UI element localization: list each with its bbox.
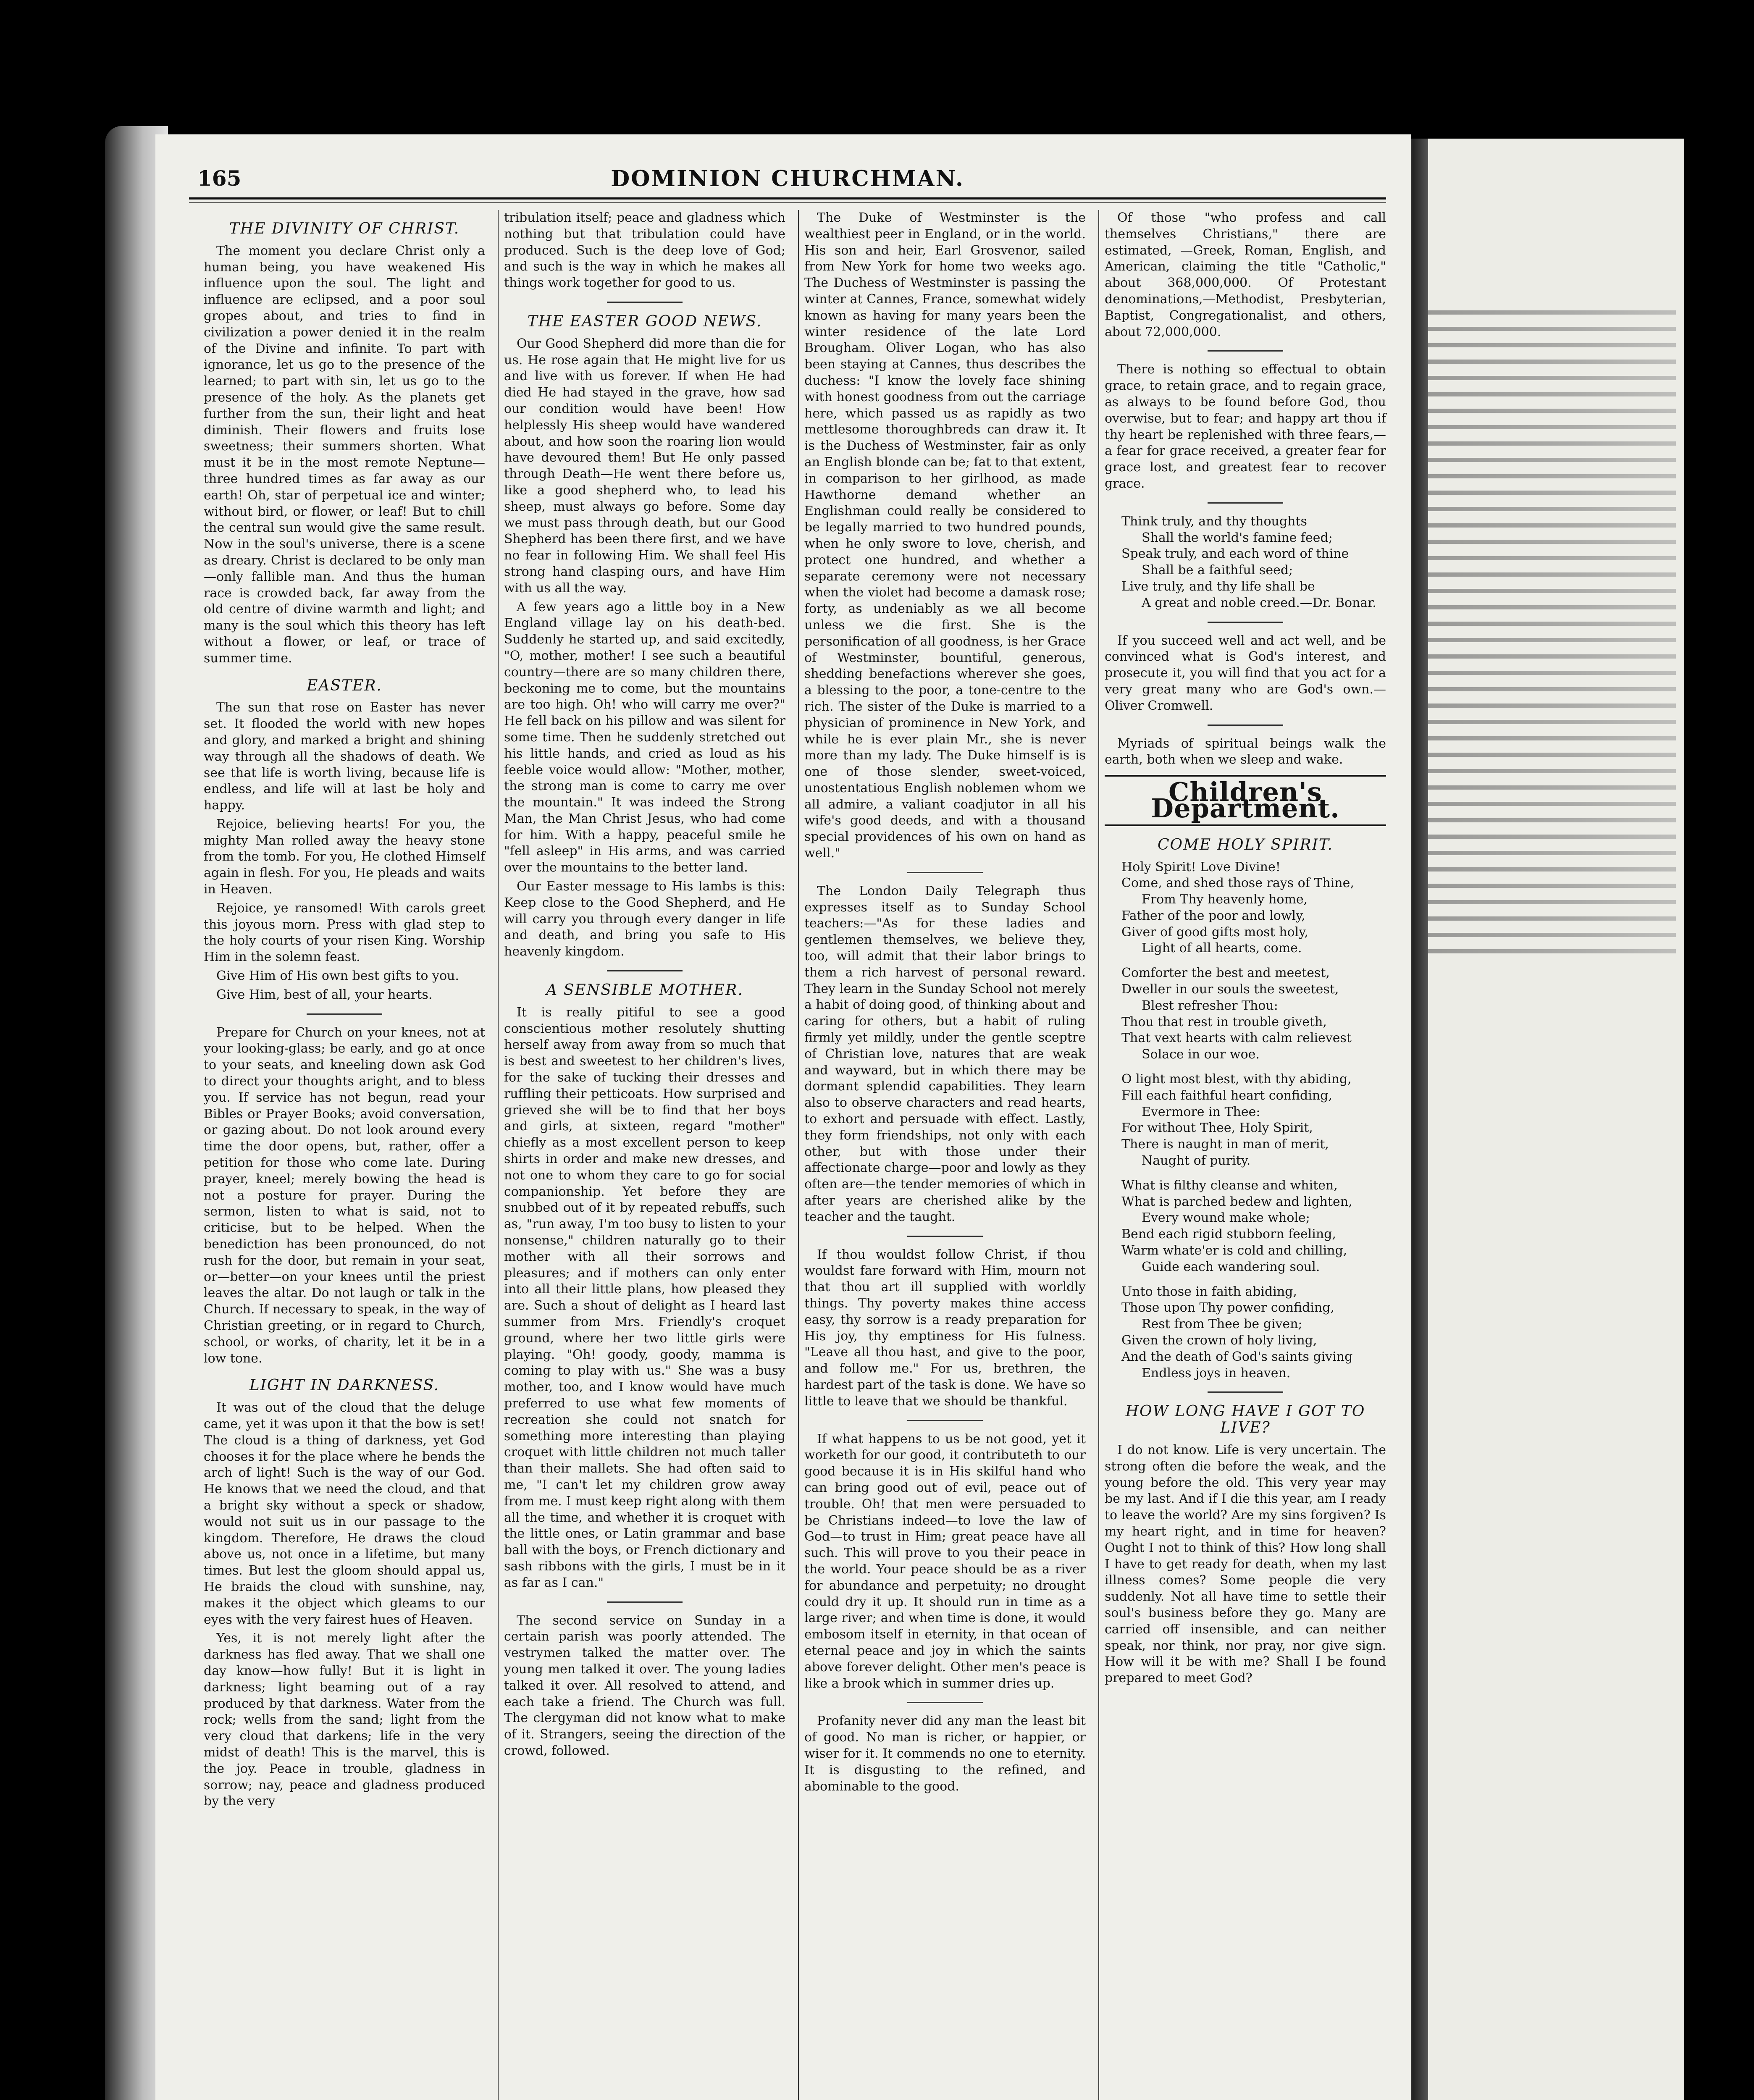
poem-line: Giver of good gifts most holy, xyxy=(1121,924,1308,940)
publication-title: DOMINION CHURCHMAN. xyxy=(611,166,964,192)
section-divider xyxy=(607,302,683,303)
poem-line: Shall the world's famine feed; xyxy=(1142,530,1333,545)
section-divider xyxy=(907,1236,983,1237)
poem-line: Blest refresher Thou: xyxy=(1142,998,1278,1013)
page-header xyxy=(189,162,1386,195)
poem-line: Those upon Thy power confiding, xyxy=(1121,1300,1334,1315)
article-title: EASTER. xyxy=(307,677,382,694)
article-text: If what happens to us be not good, yet it worketh for our good, it contributeth to our good because it is in His skilful hand who can bring good out of evil, peace out of trouble. Oh! that men were persuaded to be Christians indeed—to love the law of God—to trust in Him; great peace have all such. This will prove to you their peace in the world. Your peace should be as a river for abundance and perpetuity; no drought could dry it up. It should run in time as a large river; and when time is done, it would embosom itself in eternity, in that ocean of eternal peace and joy in which the saints above forever delight. Other men's peace is like a brook which in summer dries up. xyxy=(804,1431,1086,1691)
poem-line: Dweller in our souls the sweetest, xyxy=(1121,982,1339,997)
header-rule-thin xyxy=(189,202,1386,203)
column-4 xyxy=(1105,210,1386,1689)
poem-line: Think truly, and thy thoughts xyxy=(1121,514,1307,529)
article-text: Profanity never did any man the least bit of good. No man is richer, or happier, or wiser for it. It commends no one to eternity. It is disgusting to the refined, and abominable to the good. xyxy=(804,1714,1086,1794)
article-text: I do not know. Life is very uncertain. The strong often die before the weak, and the young before the old. This very year may be my last. And if I die this year, am I ready to leave the world? Are my sins forgiven? Is my heart right, and in time for heaven? Ought I not to think of this? How long shall I have to get ready for death, when my last illness comes? Some people die very suddenly. Not all have time to settle their soul's business before they go. Many are carried off insensible, and can neither speak, nor think, nor pray, nor give sign. How will it be with me? Shall I be found prepared to meet God? xyxy=(1105,1443,1386,1686)
article-text: The second service on Sunday in a certain parish was poorly attended. The vestrymen talked the matter over. The young men talked it over. The young ladies talked it over. All resolved to attend, and each take a friend. The Church was full. The clergyman did not know what to make of it. Strangers, seeing the direction of the crowd, followed. xyxy=(504,1613,785,1758)
section-divider xyxy=(907,1420,983,1421)
poem-line: What is parched bedew and lighten, xyxy=(1121,1194,1352,1209)
article-text: Give Him of His own best gifts to you. xyxy=(216,969,459,984)
article-text: Yes, it is not merely light after the darkness has fled away. That we shall one day know—how fully! But it is light in darkness; light beaming out of a ray produced by that darkness. Water from the rock; wells from the sand; light from the very cloud that darkens; life in the very midst of death! This is the marvel, this is the joy. Peace in trouble, gladness in sorrow; nay, peace and gladness produced by the very xyxy=(204,1631,485,1809)
section-divider xyxy=(1208,1391,1283,1393)
section-divider xyxy=(1208,724,1283,726)
poem-line: Come, and shed those rays of Thine, xyxy=(1121,876,1354,891)
section-divider xyxy=(1208,502,1283,504)
poem-line: Shall be a faithful seed; xyxy=(1142,563,1293,578)
article-text: It is really pitiful to see a good conscientious mother resolutely shutting herself away from away from so much that is best and sweetest to her children's lives, for the sake of tucking their dresses and ruffling their petticoats. How surprised and grieved she will be to find that her boys and girls, at sixteen, regard "mother" chiefly as a most excellent person to keep shirts in order and make new dresses, and not one to whom they care to go for social companionship. Yet before they are snubbed out of it by repeated rebuffs, such as, "run away, I'm too busy to listen to your nonsense," children naturally go to their mother with all their sorrows and pleasures; and if mothers can only enter into all their little plans, how pleased they are. Such a shout of delight as I heard last summer from Mrs. Friendly's croquet ground, where her two little girls were playing. "Oh! goody, goody, mamma is coming to play with us." She was a busy mother, too, and I know would have much preferred to use what few moments of recreation she could not snatch for something more interesting than playing croquet with little children not much taller than their mallets. She had often said to me, "I can't let my children grow away from me. I must keep right along with them all the time, and whether it is croquet with the little ones, or Latin grammar and base ball with the boys, or French dictionary and sash ribbons with the girls, I must be in it as far as I can." xyxy=(504,1005,785,1590)
poem-line: Fill each faithful heart confiding, xyxy=(1121,1088,1332,1103)
poem-line: Comforter the best and meetest, xyxy=(1121,966,1330,981)
section-divider xyxy=(607,970,683,971)
poem-line: Naught of purity. xyxy=(1142,1153,1251,1168)
article-text: If thou wouldst follow Christ, if thou wouldst fare forward with Him, mourn not that thou art ill supplied with worldly things. Thy poverty makes thine access easy, thy sorrow is a ready preparation for His joy, thy emptiness for His fulness. "Leave all thou hast, and give to the poor, and follow me." For us, brethren, the hardest part of the task is done. We have so little to leave that we should be thankful. xyxy=(804,1247,1086,1409)
poem-line: From Thy heavenly home, xyxy=(1142,892,1308,907)
article-title: LIGHT IN DARKNESS. xyxy=(249,1377,440,1394)
article-text: If you succeed well and act well, and be convinced what is God's interest, and prosecute it, you will find that you act for a very great many who are God's own.—Oliver Cromwell. xyxy=(1105,633,1386,713)
poem-line: Guide each wandering soul. xyxy=(1142,1259,1320,1274)
poem-line: Evermore in Thee: xyxy=(1142,1104,1260,1119)
article-title: THE EASTER GOOD NEWS. xyxy=(527,312,762,330)
column-3 xyxy=(804,210,1086,1797)
poem-line: Unto those in faith abiding, xyxy=(1121,1284,1297,1299)
column-2 xyxy=(504,210,785,1762)
section-divider xyxy=(1208,622,1283,623)
poem-line: Warm whate'er is cold and chilling, xyxy=(1121,1243,1347,1258)
page-number: 165 xyxy=(197,166,242,191)
article-text: Give Him, best of all, your hearts. xyxy=(216,987,433,1002)
poem-line: Holy Spirit! Love Divine! xyxy=(1121,859,1281,874)
poem-line: O light most blest, with thy abiding, xyxy=(1121,1072,1352,1087)
article-title: THE DIVINITY OF CHRIST. xyxy=(229,220,460,237)
section-divider xyxy=(307,1013,382,1015)
article-text: The Duke of Westminster is the wealthiest peer in England, or in the world. His son and heir, Earl Grosvenor, sailed from New York for home two weeks ago. The Duchess of Westminster is passing the winter at Cannes, France, somewhat widely known as having for many years been the winter residence of the late Lord Brougham. Oliver Logan, who has also been staying at Cannes, thus describes the duchess: "I know the lovely face shining with honest goodness from out the carriage here, which passed us as rapidly as two mettlesome thoroughbreds can draw it. It is the Duchess of Westminster, fair as only an English blonde can be; fat to that extent, in comparison to her girlhood, as made Hawthorne demand whether an Englishman could really be considered to be legally married to two hundred pounds, when he only swore to love, cherish, and protect one hundred, and whether a separate ceremony were not necessary when the violet had become a damask rose; forty, as undeniably as we all become unless we die first. She is the personification of all goodness, is her Grace of Westminster, bountiful, generous, shedding benefactions wherever she goes, a blessing to the poor, a tone-centre to the rich. The sister of the Duke is married to a physician of prominence in New York, and while he is ever plain Mr., she is never more than my lady. The Duke himself is is one of those slender, sweet-voiced, unostentatious English noblemen whom we all admire, a valiant coadjutor in all his wife's good deeds, and with a thousand special providences of his own on hand as well." xyxy=(804,210,1086,861)
article-text: The sun that rose on Easter has never set. It flooded the world with new hopes and glory, and marked a bright and shining way through all the shadows of death. We see that life is worth living, because life is endless, and life will at last be holy and happy. xyxy=(204,700,485,813)
article-text: Our Good Shepherd did more than die for us. He rose again that He might live for us and live with us forever. If when He had died He had stayed in the grave, how sad our condition would have been! How helplessly His sheep would have wandered about, and how soon the roaring lion would have devoured them! But He only passed through Death—He went there before us, like a good shepherd who, to lead his sheep, must always go before. Some day we must pass through death, but our Good Shepherd has been there first, and we have no fear in following Him. We shall feel His strong hand clasping ours, and have Him with us all the way. xyxy=(504,336,785,596)
poem-line: What is filthy cleanse and whiten, xyxy=(1121,1178,1338,1193)
poem-bonar xyxy=(1121,514,1386,612)
article-text: It was out of the cloud that the deluge came, yet it was upon it that the bow is set! The cloud is a thing of darkness, yet God chooses it for the place where he bends the arch of light! Such is the way of our God. He knows that we need the cloud, and that a bright sky without a speck or shadow, would not suit us in our passage to the kingdom. Therefore, He draws the cloud above us, not once in a lifetime, but many times. But lest the gloom should appal us, He braids the cloud with sunshine, nay, makes it the object which gleams to our eyes with the very fairest hues of Heaven. xyxy=(204,1400,485,1627)
article-text: Of those "who profess and call themselves Christians," there are estimated, —Greek, Roman, English, and American, claiming the title "Catholic," about 368,000,000. Of Protestant denominations,—Methodist, Presbyterian, Baptist, Congregationalist, and others, about 72,000,000. xyxy=(1105,210,1386,339)
column-divider xyxy=(498,210,499,2100)
poem-line: Light of all hearts, come. xyxy=(1142,941,1302,956)
poem-line: A great and noble creed.—Dr. Bonar. xyxy=(1142,595,1376,610)
newspaper-page xyxy=(155,134,1411,2100)
poem-line: Speak truly, and each word of thine xyxy=(1121,546,1349,562)
poem-line: Thou that rest in trouble giveth, xyxy=(1121,1014,1327,1029)
poem-line: Live truly, and thy life shall be xyxy=(1121,579,1315,594)
poem-line: There is naught in man of merit, xyxy=(1121,1137,1329,1152)
article-text: Prepare for Church on your knees, not at your looking-glass; be early, and go at once to your seats, and kneeling down ask God to direct your thoughts aright, and to bless you. If service has not begun, read your Bibles or Prayer Books; avoid conversation, or gazing about. Do not look around every time the door opens, but, rather, offer a petition for those who come late. During prayer, kneel; merely bowing the head is not a posture for prayer. During the sermon, listen to what is said, not to criticise, but to be helped. When the benediction has been pronounced, do not rush for the door, but remain in your seat, or—better—on your knees until the priest leaves the altar. Do not laugh or talk in the Church. If necessary to speak, in the way of Christian greeting, or in regard to Church, school, or works, of charity, let it be in a low tone. xyxy=(204,1025,485,1366)
poem-line: Rest from Thee be given; xyxy=(1142,1317,1302,1332)
poem-line: For without Thee, Holy Spirit, xyxy=(1121,1121,1313,1136)
article-title: A SENSIBLE MOTHER. xyxy=(546,982,743,999)
section-divider xyxy=(1208,350,1283,352)
poem-line: Bend each rigid stubborn feeling, xyxy=(1121,1227,1336,1242)
poem-line: Given the crown of holy living, xyxy=(1121,1333,1317,1348)
childrens-department-heading: Children's Department. xyxy=(1105,775,1386,826)
article-text: tribulation itself; peace and gladness which nothing but that tribulation could have produced. Such is the deep love of God; and such is the way in which he makes all things work together for good to us. xyxy=(504,210,785,291)
poem-title: COME HOLY SPIRIT. xyxy=(1158,836,1333,853)
article-text: Myriads of spiritual beings walk the earth, both when we sleep and wake. xyxy=(1105,736,1386,767)
article-text: There is nothing so effectual to obtain grace, to retain grace, and to regain grace, as always to be found before God, thou overwise, but to fear; and happy art thou if thy heart be replenished with three fears,—a fear for grace received, a greater fear for grace lost, and greatest fear to recover grace. xyxy=(1105,362,1386,491)
column-divider xyxy=(798,210,799,2100)
article-text: Rejoice, ye ransomed! With carols greet this joyous morn. Press with glad step to the holy courts of your risen King. Worship Him in the solemn feast. xyxy=(204,900,485,965)
section-divider xyxy=(907,872,983,873)
poem-line: Solace in our woe. xyxy=(1142,1047,1260,1062)
article-text: The moment you declare Christ only a human being, you have weakened His influence upon the soul. The light and influence are eclipsed, and a poor soul gropes about, and tries to find in civilization a power denied it in the realm of the Divine and infinite. To part with ignorance, let us go to the presence of the learned; to part with sin, let us go to the presence of the holy. As the planets get further from the sun, their light and heat diminish. Their flowers and fruits lose sweetness; their summers shorten. What must it be in the most remote Neptune—three hundred times as far away as our earth! Oh, star of perpetual ice and winter; without bird, or flower, or leaf! But to chill the central sun would give the same result. Now in the soul's universe, there is a scene as dreary. Christ is declared to be only man—only fallible man. And thus the human race is crowded back, far away from the old centre of divine warmth and light; and many is the soul which this theory has left without a flower, or leaf, or trace of summer time. xyxy=(204,243,485,666)
section-divider xyxy=(907,1702,983,1703)
article-text: Our Easter message to His lambs is this: Keep close to the Good Shepherd, and He will carry you through every danger in life and death, and bring you safe to His heavenly kingdom. xyxy=(504,879,785,959)
header-rule xyxy=(189,197,1386,200)
poem-line: Endless joys in heaven. xyxy=(1142,1365,1291,1381)
poem-line: That vext hearts with calm relievest xyxy=(1121,1031,1352,1046)
article-text: A few years ago a little boy in a New England village lay on his death-bed. Suddenly he started up, and said excitedly, "O, mother, mother! I see such a beautiful country—there are so many children there, beckoning me to come, but the mountains are too high. Oh! who will carry me over?" He fell back on his pillow and was silent for some time. Then he suddenly stretched out his little hands, and cried as loud as his feeble voice would allow: "Mother, mother, the strong man is come to carry me over the mountain." It was indeed the Strong Man, the Man Christ Jesus, who had come for him. With a happy, peaceful smile he "fell asleep" in His arms, and was carried over the mountains to the better land. xyxy=(504,599,785,875)
facing-page-edge xyxy=(1411,139,1684,2100)
column-1 xyxy=(204,210,485,1812)
article-text: Rejoice, believing hearts! For you, the mighty Man rolled away the heavy stone from the tomb. For you, He clothed Himself again in flesh. For you, He pleads and waits in Heaven. xyxy=(204,816,485,897)
column-divider xyxy=(1098,210,1099,2100)
poem-line: Every wound make whole; xyxy=(1142,1210,1310,1226)
poem-line: Father of the poor and lowly, xyxy=(1121,908,1305,923)
poem-line: And the death of God's saints giving xyxy=(1121,1349,1353,1364)
article-text: The London Daily Telegraph thus expresses itself as to Sunday School teachers:—"As for these ladies and gentlemen themselves, we believe they, too, will admit that their labor brings to them a rich harvest of personal reward. They learn in the Sunday School not merely a habit of doing good, of thinking about and caring for others, but a habit of ruling firmly yet mildly, under the gentle sceptre of Christian love, natures that are weak and wayward, but in which there may be dormant splendid capabilities. They learn also to observe characters and read hearts, to exhort and persuade with effect. Lastly, they form friendships, not only with each other, but with those under their affectionate charge—poor and lowly as they often are—the tender memories of which in after years are cherished alike by the teacher and the taught. xyxy=(804,883,1086,1224)
article-title: HOW LONG HAVE I GOT TO LIVE? xyxy=(1125,1403,1365,1437)
poem-holy-spirit xyxy=(1121,859,1386,1382)
section-divider xyxy=(607,1601,683,1603)
